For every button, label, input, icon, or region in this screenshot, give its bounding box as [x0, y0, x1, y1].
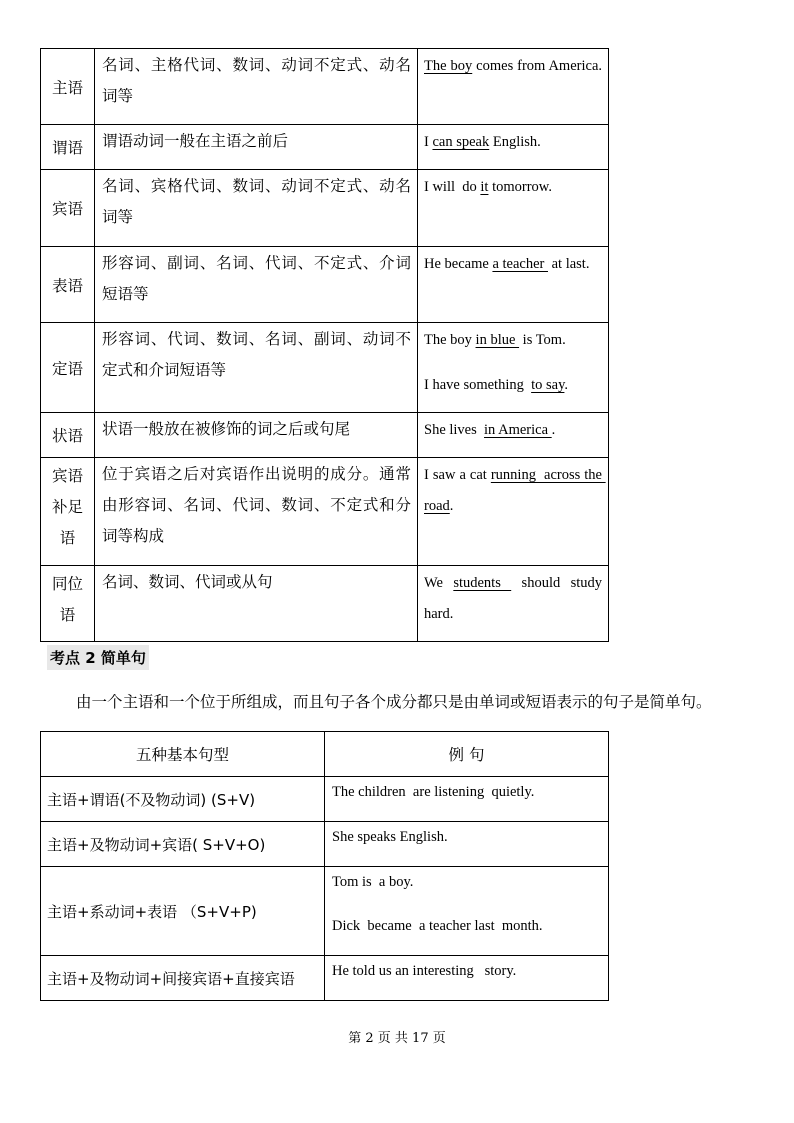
- sentence-fragment: at last.: [547, 256, 590, 272]
- underlined-phrase: running across the road: [424, 467, 606, 514]
- sentence-fragment: I: [424, 134, 433, 150]
- constituent-examples: [418, 458, 609, 566]
- constituent-name-line: 状语: [51, 427, 83, 445]
- example-sentence: [424, 568, 606, 630]
- constituent-examples: [418, 566, 609, 642]
- table-row: [41, 247, 609, 323]
- example-sentence: [424, 172, 602, 203]
- constituent-name-line: 同位: [51, 575, 83, 593]
- table-row: [41, 458, 609, 566]
- section-heading: 考点 2 简单句: [47, 645, 149, 670]
- constituent-name-line: 宾语: [51, 467, 83, 485]
- constituent-name: [41, 458, 95, 566]
- constituent-name: [41, 413, 95, 458]
- pattern-examples: [325, 867, 609, 956]
- sentence-pattern: 主语+系动词+表语 （S+V+P): [41, 867, 325, 956]
- constituent-examples: [418, 413, 609, 458]
- constituent-name: [41, 49, 95, 125]
- example-sentence: [424, 325, 602, 356]
- constituent-name-line: 语: [59, 606, 76, 624]
- constituent-description: 名词、主格代词、数词、动词不定式、动名词等: [95, 49, 418, 125]
- sentence-fragment: English.: [489, 134, 541, 150]
- constituent-name: [41, 247, 95, 323]
- constituent-examples: [418, 170, 609, 247]
- example-sentence: [424, 370, 602, 401]
- sentence-fragment: We: [424, 575, 454, 591]
- example-sentence: Dick became a teacher last month.: [332, 918, 543, 934]
- underlined-phrase: a teacher: [492, 256, 548, 272]
- constituent-name-line: 主语: [51, 78, 83, 97]
- sentence-fragment: should study hard.: [424, 575, 606, 622]
- constituent-name-line: 表语: [51, 276, 83, 295]
- sentence-fragment: is Tom.: [519, 332, 566, 348]
- constituent-examples: [418, 125, 609, 170]
- table-row: [41, 867, 609, 956]
- table-row: [41, 170, 609, 247]
- constituent-name-line: 谓语: [51, 139, 83, 157]
- header-examples: 例 句: [325, 732, 609, 777]
- constituent-name: [41, 125, 95, 170]
- example-sentence: [424, 415, 602, 446]
- sentence-fragment: .: [551, 422, 556, 438]
- example-sentence: She speaks English.: [332, 829, 448, 845]
- sentence-fragment: The boy: [424, 332, 476, 348]
- header-patterns: 五种基本句型: [41, 732, 325, 777]
- sentence-pattern: 主语+及物动词+宾语( S+V+O): [41, 822, 325, 867]
- constituent-name-line: 定语: [51, 359, 83, 378]
- table-row: [41, 822, 609, 867]
- constituent-name-line: 宾语: [51, 200, 83, 218]
- sentence-fragment: .: [564, 377, 569, 393]
- constituent-description: 形容词、副词、名词、代词、不定式、介词短语等: [95, 247, 418, 323]
- sentence-fragment: .: [449, 498, 454, 514]
- table-row: [41, 956, 609, 1001]
- constituent-description: 位于宾语之后对宾语作出说明的成分。通常由形容词、名词、代词、数词、不定式和分词等构成: [95, 458, 418, 566]
- example-sentence: [424, 51, 602, 82]
- pattern-examples: [325, 822, 609, 867]
- constituent-description: 名词、数词、代词或从句: [95, 566, 418, 642]
- underlined-phrase: to say: [531, 377, 565, 393]
- constituent-name: [41, 170, 95, 247]
- pattern-examples: [325, 777, 609, 822]
- sentence-fragment: He became: [424, 256, 493, 272]
- sentence-fragment: tomorrow.: [488, 179, 552, 195]
- constituent-name: [41, 566, 95, 642]
- underlined-phrase: in blue: [475, 332, 520, 348]
- page-footer: 第 2 页 共 17 页: [348, 1031, 446, 1046]
- sentence-fragment: comes from America.: [472, 58, 603, 74]
- constituent-examples: [418, 323, 609, 413]
- constituent-description: 名词、宾格代词、数词、动词不定式、动名词等: [95, 170, 418, 247]
- table-row: [41, 125, 609, 170]
- example-sentence: Tom is a boy.: [332, 874, 414, 890]
- constituent-examples: [418, 247, 609, 323]
- pattern-examples: [325, 956, 609, 1001]
- table-header-row: [41, 732, 609, 777]
- table-row: [41, 566, 609, 642]
- underlined-phrase: it: [480, 179, 489, 195]
- example-sentence: [424, 127, 602, 158]
- constituent-name-line: 补足: [51, 498, 83, 516]
- table-row: [41, 323, 609, 413]
- constituent-name-line: 语: [59, 529, 76, 547]
- underlined-phrase: students: [453, 575, 512, 591]
- sentence-fragment: She lives: [424, 422, 485, 438]
- example-sentence: He told us an interesting story.: [332, 963, 517, 979]
- sentence-fragment: I have something: [424, 377, 532, 393]
- sentence-fragment: I will do: [424, 179, 481, 195]
- sentence-patterns-table: [40, 731, 609, 1001]
- sentence-fragment: I saw a cat: [424, 467, 491, 483]
- example-sentence: The children are listening quietly.: [332, 784, 535, 800]
- constituent-description: 形容词、代词、数词、名词、副词、动词不定式和介词短语等: [95, 323, 418, 413]
- underlined-phrase: can speak: [432, 134, 490, 150]
- sentence-constituents-table: [40, 48, 609, 642]
- sentence-pattern: 主语+及物动词+间接宾语+直接宾语: [41, 956, 325, 1001]
- section-intro: 由一个主语和一个位于所组成，而且句子各个成分都只是由单词或短语表示的句子是简单句。: [76, 693, 712, 711]
- underlined-phrase: in America: [484, 422, 552, 438]
- constituent-description: 谓语动词一般在主语之前后: [95, 125, 418, 170]
- constituent-examples: [418, 49, 609, 125]
- table-row: [41, 49, 609, 125]
- sentence-pattern: 主语+谓语(不及物动词) (S+V): [41, 777, 325, 822]
- table-row: [41, 413, 609, 458]
- example-sentence: [424, 460, 606, 522]
- example-sentence: [424, 249, 602, 280]
- table-row: [41, 777, 609, 822]
- constituent-name: [41, 323, 95, 413]
- constituent-description: 状语一般放在被修饰的词之后或句尾: [95, 413, 418, 458]
- underlined-phrase: The boy: [424, 58, 473, 74]
